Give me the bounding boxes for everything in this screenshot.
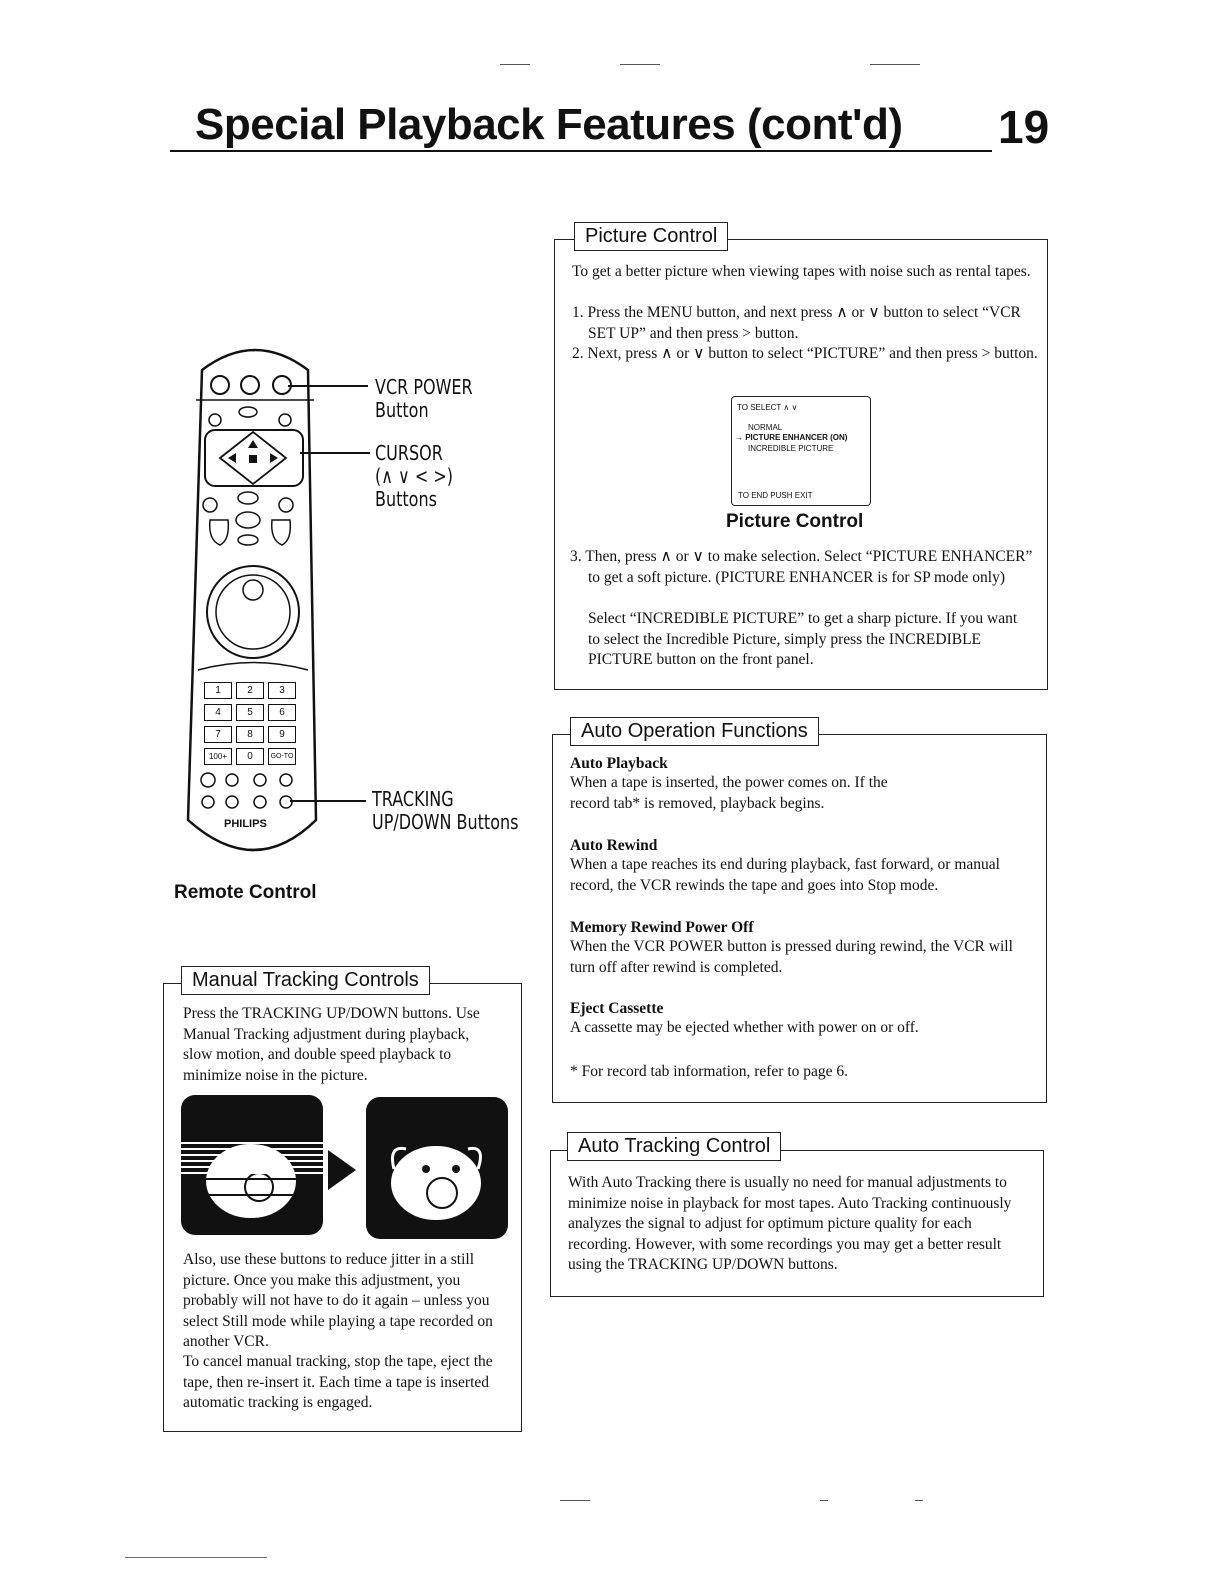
callout-vcr-power: VCR POWER Button [375, 375, 473, 422]
key-100: 100+ [204, 748, 232, 765]
auto-operation-heading: Auto Operation Functions [570, 717, 819, 746]
key-goto: GO-TO [268, 748, 296, 765]
auto-tracking-text: With Auto Tracking there is usually no need for manual adjustments to minimize noise in playback for most tapes. Auto Tracking continuously analyzes the signal to adjust for optimum picture quality for each recording. However, with some recordings you may get a better result using the TRACKING UP/DOWN buttons. [568, 1174, 1012, 1273]
key-9: 9 [268, 726, 296, 743]
record-tab-footnote: * For record tab information, refer to page 6. [570, 1063, 849, 1080]
key-2: 2 [236, 682, 264, 699]
clear-picture-icon [366, 1097, 508, 1239]
key-5: 5 [236, 704, 264, 721]
remote-illustration [180, 340, 330, 880]
memory-rewind-item: Memory Rewind Power Off When the VCR POWER button is pressed during rewind, the VCR will turn off after rewind is completed. [570, 919, 1013, 976]
remote-brand: PHILIPS [224, 818, 267, 830]
remote-keypad [204, 682, 296, 765]
noisy-picture-icon [181, 1095, 323, 1235]
callout-line-cursor [300, 452, 370, 454]
remote-control-icon [180, 340, 330, 880]
picture-control-step-3b: Select “INCREDIBLE PICTURE” to get a sharp picture. If you want to select the Incredible Picture, simply press the INCREDIBLE PICTURE button on the front panel. [588, 610, 1018, 668]
bottom-rule [125, 1557, 267, 1558]
tracking-before-image [181, 1095, 323, 1235]
picture-control-step-2: 2. Next, press ∧ or ∨ button to select “PICTURE” and then press > button. [572, 345, 1038, 362]
key-8: 8 [236, 726, 264, 743]
callout-line-tracking [290, 800, 366, 802]
manual-tracking-text-1: Press the TRACKING UP/DOWN buttons. Use Manual Tracking adjustment during playback, slow motion, and double speed playback to minimize noise in the picture. [183, 1005, 480, 1084]
auto-playback-item: Auto Playback When a tape is inserted, the power comes on. If the record tab* is removed, playback begins. [570, 755, 888, 812]
title-underline [170, 150, 1030, 152]
manual-tracking-text-3: To cancel manual tracking, stop the tape, eject the tape, then re-insert it. Each time a tape is inserted automatic tracking is engaged. [183, 1353, 493, 1411]
auto-rewind-item: Auto Rewind When a tape reaches its end during playback, fast forward, or manual record, the VCR rewinds the tape and goes into Stop mode. [570, 837, 1000, 894]
callout-cursor: CURSOR (∧ ∨ < >) Buttons [375, 441, 453, 511]
manual-tracking-text-2: Also, use these buttons to reduce jitter in a still picture. Once you make this adjustment, you probably will not have to do it again – unless you select Still mode while playing a tape recorded on another VCR. [183, 1251, 493, 1350]
remote-caption: Remote Control [174, 882, 317, 903]
callout-line-power [288, 385, 368, 387]
manual-tracking-heading: Manual Tracking Controls [181, 966, 430, 995]
callout-tracking: TRACKING UP/DOWN Buttons [372, 787, 519, 834]
tracking-after-image [366, 1097, 508, 1239]
picture-control-step-3a: 3. Then, press ∧ or ∨ to make selection. Select “PICTURE ENHANCER” to get a soft picture. (PICTURE ENHANCER is for SP mode only) [570, 548, 1033, 586]
key-7: 7 [204, 726, 232, 743]
auto-tracking-heading: Auto Tracking Control [567, 1132, 781, 1161]
eject-cassette-item: Eject Cassette A cassette may be ejected whether with power on or off. [570, 1000, 919, 1036]
picture-screen-caption: Picture Control [726, 511, 864, 532]
picture-control-intro: To get a better picture when viewing tapes with noise such as rental tapes. [572, 263, 1031, 280]
picture-control-step-1: 1. Press the MENU button, and next press ∧ or ∨ button to select “VCR SET UP” and then press > button. [572, 304, 1021, 342]
key-0: 0 [236, 748, 264, 765]
page-title: Special Playback Features (cont'd) [195, 100, 903, 149]
key-6: 6 [268, 704, 296, 721]
arrow-right-icon [328, 1150, 356, 1190]
key-1: 1 [204, 682, 232, 699]
picture-menu-screen: TO SELECT ∧ ∨ NORMAL → PICTURE ENHANCER (ON) INCREDIBLE PICTURE TO END PUSH EXIT [731, 396, 871, 506]
page-number: 19 [992, 100, 1049, 154]
key-4: 4 [204, 704, 232, 721]
key-3: 3 [268, 682, 296, 699]
picture-control-heading: Picture Control [574, 222, 728, 251]
